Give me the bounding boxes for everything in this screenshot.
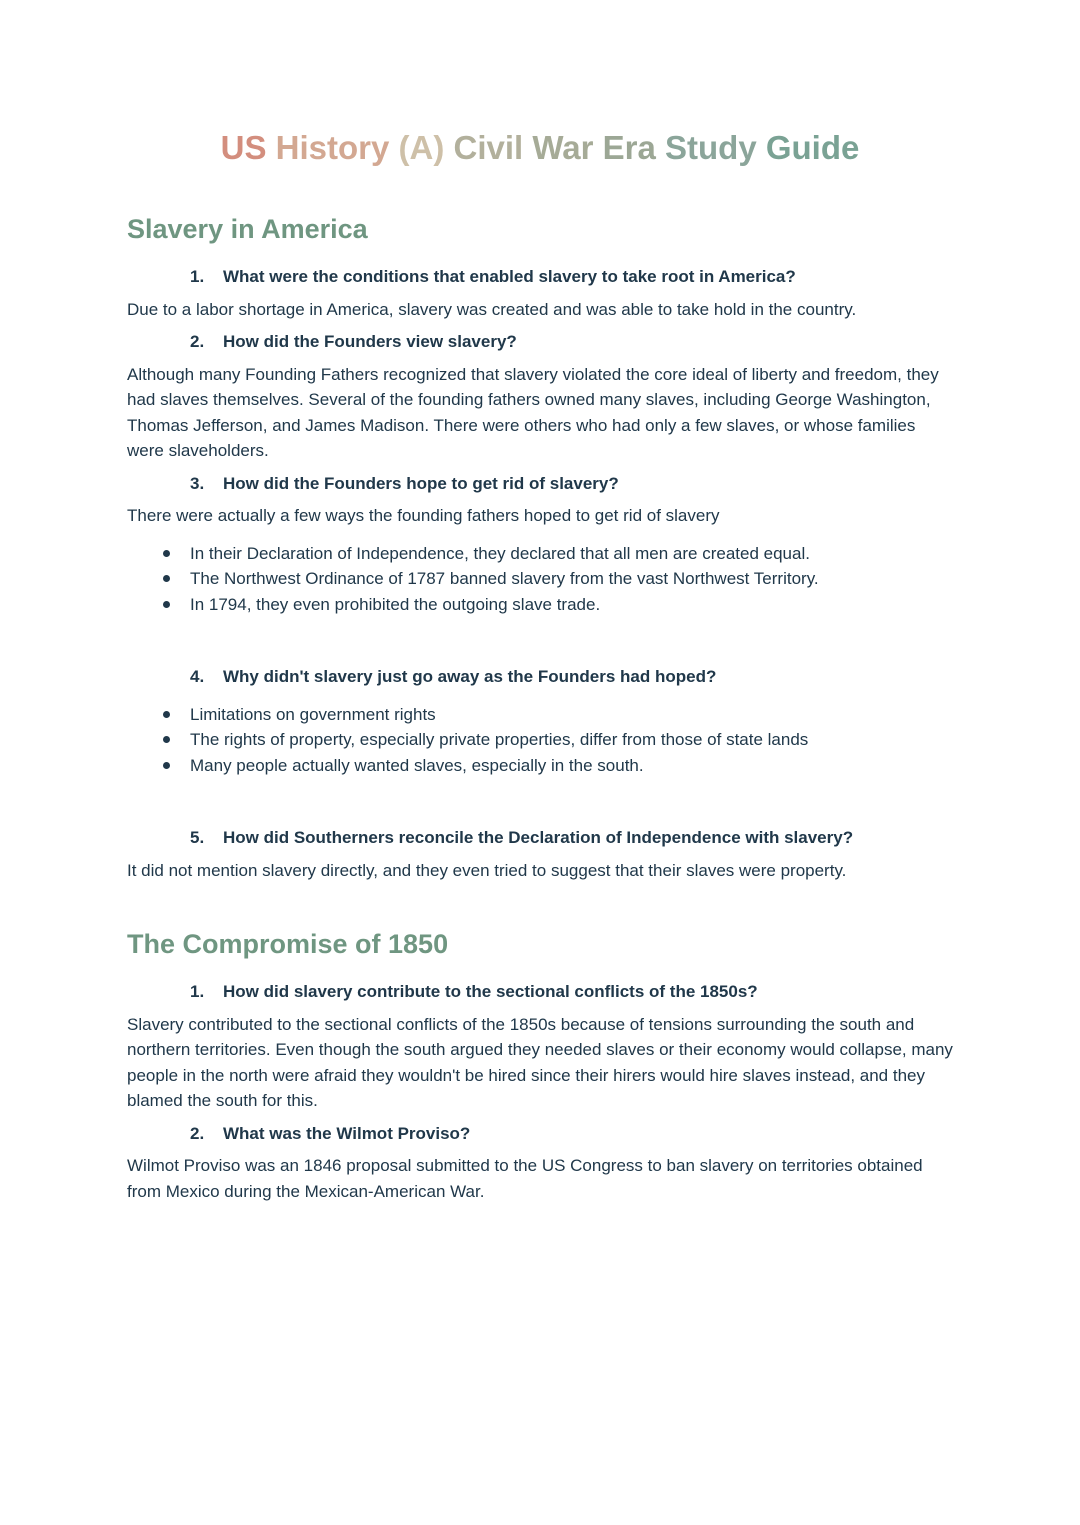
question-text: How did slavery contribute to the sectional conflicts of the 1850s? [223, 982, 758, 1001]
question-text: How did the Founders hope to get rid of slavery? [223, 473, 619, 493]
doc-title-segment: History [275, 129, 399, 166]
question-text: What was the Wilmot Proviso? [223, 1123, 471, 1143]
bullet-text: Limitations on government rights [190, 704, 436, 724]
bullet-text: Many people actually wanted slaves, especially in the south. [190, 755, 644, 775]
section-heading: The Compromise of 1850 [127, 929, 449, 959]
document-page [0, 128, 1080, 1204]
section-heading: Slavery in America [127, 214, 368, 244]
bullet-item [127, 727, 953, 753]
question-number: 1. [190, 267, 205, 286]
question-text: Why didn't slavery just go away as the Founders had hoped? [223, 667, 717, 686]
doc-title [127, 128, 953, 168]
bullet-text: In 1794, they even prohibited the outgoing slave trade. [190, 594, 601, 614]
answer-paragraph: Wilmot Proviso was an 1846 proposal submitted to the US Congress to ban slavery on territories obtained from Mexico during the Mexican-American War. [127, 1156, 923, 1201]
question-number: 2. [190, 332, 205, 351]
bullet-list [127, 541, 953, 618]
doc-title-segment: Civil [453, 129, 533, 166]
doc-title-segment: (A) [398, 129, 454, 166]
question-number: 2. [190, 1123, 205, 1143]
answer-paragraph: Although many Founding Fathers recognized that slavery violated the core ideal of liberty and freedom, they had slaves themselves. Several of the founding fathers owned many slaves, including George Washington, Thomas Jefferson, and James Madison. There were others who had only a few slaves, or whose families were slaveholders. [127, 364, 939, 460]
bullet-item [127, 702, 953, 728]
question-item [127, 264, 953, 290]
bullet-list [127, 702, 953, 779]
doc-title-segment: War [532, 129, 603, 166]
question-number: 3. [190, 473, 205, 493]
question-item [127, 1121, 953, 1147]
question-text: How did the Founders view slavery? [223, 332, 517, 351]
bullet-text: In their Declaration of Independence, they declared that all men are created equal. [190, 543, 810, 563]
question-item [127, 329, 953, 355]
doc-title-segment: Guide [765, 129, 860, 166]
bullet-item [127, 592, 953, 618]
question-text: What were the conditions that enabled slavery to take root in America? [223, 267, 796, 286]
bullet-dot-icon [163, 550, 170, 557]
answer-paragraph: It did not mention slavery directly, and they even tried to suggest that their slaves were property. [127, 860, 847, 880]
bullet-dot-icon [163, 711, 170, 718]
doc-title-segment: Study [665, 129, 766, 166]
document-body [127, 213, 953, 1204]
question-item [127, 825, 953, 851]
question-number: 4. [190, 667, 205, 686]
answer-paragraph: Due to a labor shortage in America, slavery was created and was able to take hold in the country. [127, 299, 857, 319]
question-item [127, 664, 953, 690]
bullet-dot-icon [163, 762, 170, 769]
answer-paragraph: Slavery contributed to the sectional conflicts of the 1850s because of tensions surrounding the south and northern territories. Even though the south argued they needed slaves or their economy would collapse, many people in the north were afraid they wouldn't be hired since their hirers would hire slaves instead, and they blamed the south for this. [127, 1014, 953, 1110]
doc-title-segment: US [220, 129, 276, 166]
question-item [127, 979, 953, 1005]
bullet-dot-icon [163, 736, 170, 743]
answer-paragraph: There were actually a few ways the founding fathers hoped to get rid of slavery [127, 506, 720, 525]
blank-line [127, 617, 953, 657]
bullet-item [127, 753, 953, 779]
question-item [127, 471, 953, 497]
doc-title-segment: Era [602, 129, 666, 166]
bullet-text: The rights of property, especially private properties, differ from those of state lands [190, 730, 809, 749]
question-number: 1. [190, 982, 205, 1001]
bullet-item [127, 541, 953, 567]
blank-line [127, 778, 953, 818]
bullet-dot-icon [163, 601, 170, 608]
question-text: How did Southerners reconcile the Declaration of Independence with slavery? [223, 828, 854, 847]
question-number: 5. [190, 828, 205, 847]
bullet-item [127, 566, 953, 592]
bullet-dot-icon [163, 575, 170, 582]
bullet-text: The Northwest Ordinance of 1787 banned slavery from the vast Northwest Territory. [190, 569, 819, 588]
